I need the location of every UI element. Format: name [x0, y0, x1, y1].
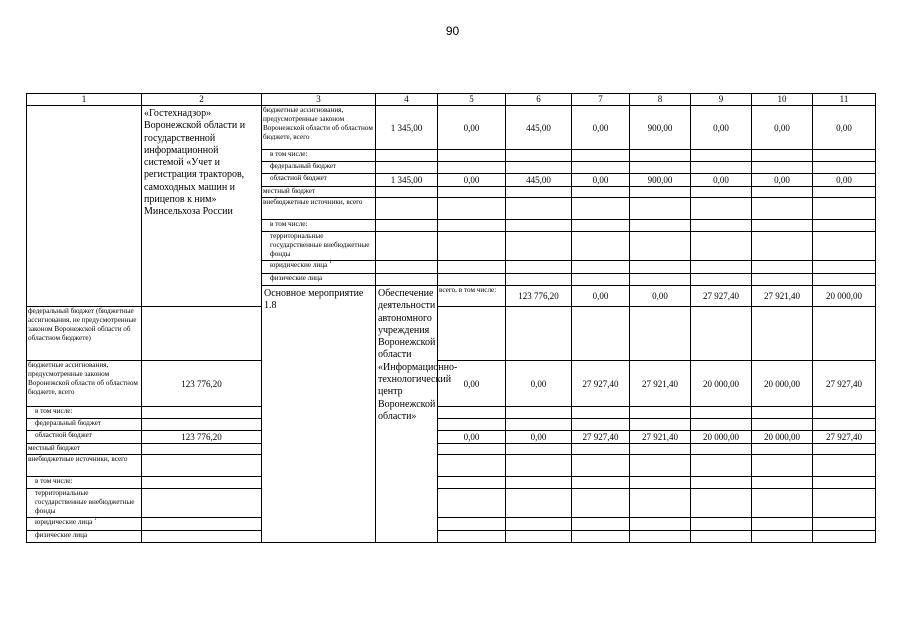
row-label: областной бюджет	[262, 174, 376, 187]
value-cell: 27 927,40	[691, 286, 752, 307]
header-cell: 4	[376, 94, 438, 106]
table-row	[27, 106, 876, 150]
header-cell: 1	[27, 94, 142, 106]
header-cell: 8	[630, 94, 691, 106]
row-label: областной бюджет	[27, 431, 142, 444]
value-cell: 0,00	[813, 106, 876, 150]
value-cell: 0,00	[630, 286, 691, 307]
value-cell: 27 927,40	[572, 361, 630, 407]
value-cell: 27 927,40	[813, 431, 876, 444]
header-cell: 7	[572, 94, 630, 106]
header-cell: 10	[752, 94, 813, 106]
row-label: в том числе:	[27, 407, 142, 419]
row-label: внебюджетные источники, всего	[27, 455, 142, 477]
value-cell: 27 921,40	[630, 361, 691, 407]
table-row	[27, 477, 876, 489]
value-cell: 900,00	[630, 174, 691, 187]
value-cell: 0,00	[506, 431, 572, 444]
page-number: 90	[445, 24, 460, 38]
value-cell: 27 921,40	[630, 431, 691, 444]
value-cell: 0,00	[438, 361, 506, 407]
table-row	[27, 489, 876, 518]
value-cell: 1 345,00	[376, 174, 438, 187]
value-cell: 20 000,00	[813, 286, 876, 307]
table-row	[27, 419, 876, 431]
row-label: внебюджетные источники, всего	[262, 198, 376, 220]
table-header-row	[27, 94, 876, 106]
row-label: физические лица	[27, 531, 142, 543]
activity-cell	[27, 106, 142, 307]
value-cell: 20 000,00	[752, 361, 813, 407]
executor-cell: Обеспечение деятельности автономного учреждения Воронежской области «Информационно-технологический центр Воронежской области»	[376, 286, 438, 543]
header-cell: 6	[506, 94, 572, 106]
table-row	[27, 431, 876, 444]
header-cell: 2	[142, 94, 262, 106]
row-label: юридические лица $^1$	[27, 518, 142, 531]
value-cell: 20 000,00	[691, 431, 752, 444]
header-cell: 11	[813, 94, 876, 106]
row-label: юридические лица $^1$	[262, 261, 376, 274]
value-cell: 27 927,40	[572, 431, 630, 444]
value-cell: 0,00	[438, 431, 506, 444]
table-row	[27, 307, 876, 361]
row-label: физические лица	[262, 274, 376, 286]
row-label: местный бюджет	[27, 444, 142, 455]
row-label: в том числе:	[27, 477, 142, 489]
value-cell: 900,00	[630, 106, 691, 150]
row-label: местный бюджет	[262, 187, 376, 198]
row-label: всего, в том числе:	[438, 286, 506, 307]
value-cell: 0,00	[438, 174, 506, 187]
row-label: федеральный бюджет (бюджетные ассигнования, не предусмотренные законом Воронежской области об областном бюджете)	[27, 307, 142, 361]
table-row	[27, 407, 876, 419]
row-label: федеральный бюджет	[27, 419, 142, 431]
row-label: в том числе:	[262, 220, 376, 232]
value-cell: 445,00	[506, 174, 572, 187]
header-cell: 3	[262, 94, 376, 106]
value-cell: 0,00	[572, 106, 630, 150]
table-row	[27, 455, 876, 477]
row-label: федеральный бюджет	[262, 162, 376, 174]
value-cell: 0,00	[572, 174, 630, 187]
value-cell: 0,00	[752, 106, 813, 150]
row-label: территориальные государственные внебюджетные фонды	[27, 489, 142, 518]
row-label: бюджетные ассигнования, предусмотренные законом Воронежской области об областном бюджете, всего	[262, 106, 376, 150]
value-cell: 0,00	[506, 361, 572, 407]
budget-table	[26, 93, 876, 543]
value-cell: 123 776,20	[506, 286, 572, 307]
executor-cell: «Гостехнадзор» Воронежской области и государственной информационной системой «Учет и регистрация тракторов, самоходных машин и прицепов к ним» Минсельхоза России	[142, 106, 262, 307]
value-cell: 0,00	[813, 174, 876, 187]
activity-cell: Основное мероприятие 1.8	[262, 286, 376, 543]
header-cell: 9	[691, 94, 752, 106]
value-cell: 0,00	[438, 106, 506, 150]
row-label: бюджетные ассигнования, предусмотренные законом Воронежской области об областном бюджете, всего	[27, 361, 142, 407]
value-cell: 0,00	[752, 174, 813, 187]
value-cell: 27 921,40	[752, 286, 813, 307]
value-cell: 27 927,40	[813, 361, 876, 407]
row-label: территориальные государственные внебюджетные фонды	[262, 232, 376, 261]
row-label: в том числе:	[262, 150, 376, 162]
value-cell: 123 776,20	[142, 431, 262, 444]
header-cell: 5	[438, 94, 506, 106]
value-cell: 445,00	[506, 106, 572, 150]
value-cell: 0,00	[572, 286, 630, 307]
value-cell: 20 000,00	[752, 431, 813, 444]
value-cell: 20 000,00	[691, 361, 752, 407]
value-cell: 0,00	[691, 174, 752, 187]
value-cell: 123 776,20	[142, 361, 262, 407]
table-row	[27, 444, 876, 455]
value-cell: 0,00	[691, 106, 752, 150]
value-cell: 1 345,00	[376, 106, 438, 150]
table-row	[27, 531, 876, 543]
table-row	[27, 518, 876, 531]
